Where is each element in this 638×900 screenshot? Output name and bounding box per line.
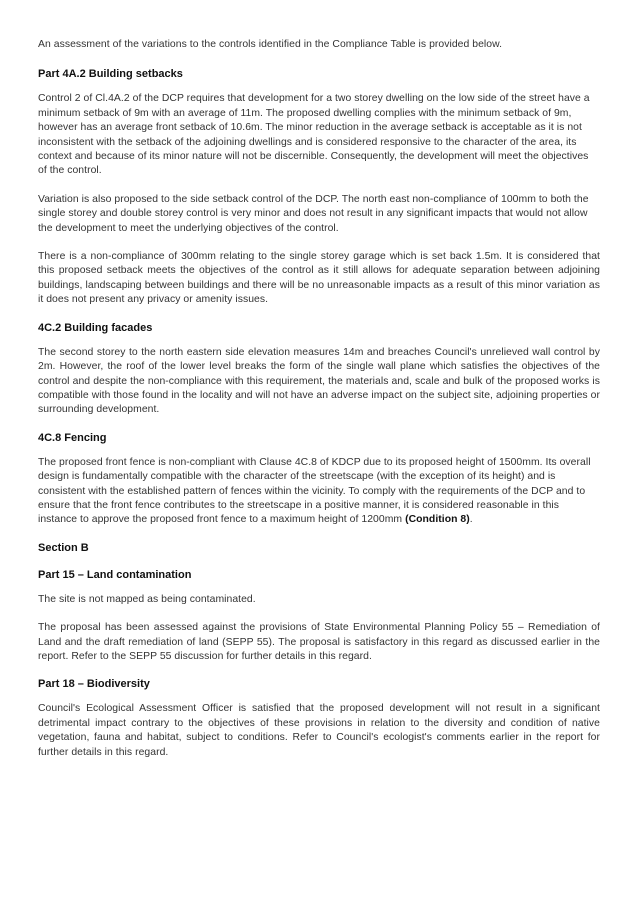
heading-land-contamination: Part 15 – Land contamination bbox=[38, 568, 192, 581]
biodiversity-paragraph-1: Council's Ecological Assessment Officer is satisfied that the proposed development will not result in a significant detrimental impact contrary to the objectives of these provisions in relation to the diversity and condition of native vegetation, fauna and habitat, subject to conditions. Refer to Council's ecologist's comments earlier in the report for further details in this regard. bbox=[38, 703, 600, 758]
fencing-text: The proposed front fence is non-compliant with Clause 4C.8 of KDCP due to its proposed height of 1500mm. Its overall design is fundamentally compatible with the character of the streetscape (with the exception of its height) and is consistent with the established pattern of fences within the vicinity. To comply with the requirements of the DCP and to ensure that the front fence contributes to the streetscape in a positive manner, it is considered reasonable in this instance to approve the proposed front fence to a maximum height of 1200mm bbox=[38, 456, 591, 526]
facades-paragraph-1: The second storey to the north eastern side elevation measures 14m and breaches Council's unrelieved wall control by 2m. However, the roof of the lower level breaks the form of the single wall plane which satisfies the objectives of the control and despite the non-compliance with this requirement, the materials and, scale and bulk of the proposed works is compatible with those found in the locality and will not have an adverse impact on the subject site, adjoining properties or surrounding development. bbox=[38, 346, 600, 416]
heading-biodiversity: Part 18 – Biodiversity bbox=[38, 678, 150, 691]
document-page bbox=[38, 38, 600, 760]
heading-fencing: 4C.8 Fencing bbox=[38, 431, 107, 444]
setbacks-paragraph-2: Variation is also proposed to the side setback control of the DCP. The north east non-compliance of 100mm to both the single storey and double storey control is very minor and does not result in any significant impacts that would not allow the development to meet the underlying objectives of the control. bbox=[38, 193, 589, 234]
contamination-paragraph-2: The proposal has been assessed against the provisions of State Environmental Planning Policy 55 – Remediation of Land and the draft remediation of land (SEPP 55). The proposal is satisfactory in this regard as discussed earlier in the report. Refer to the SEPP 55 discussion for further details in this regard. bbox=[38, 622, 600, 662]
intro-paragraph: An assessment of the variations to the controls identified in the Compliance Table is provided below. bbox=[38, 39, 503, 50]
heading-building-setbacks: Part 4A.2 Building setbacks bbox=[38, 68, 183, 81]
heading-section-b: Section B bbox=[38, 541, 89, 554]
contamination-paragraph-1: The site is not mapped as being contaminated. bbox=[38, 593, 256, 605]
setbacks-paragraph-1: Control 2 of Cl.4A.2 of the DCP requires that development for a two storey dwelling on the low side of the street have a minimum setback of 9m with an average of 11m. The proposed dwelling complies with the minimum setback of 9m, however has an average front setback of 10.6m. The minor reduction in the average setback is acceptable as it is not inconsistent with the setback of the adjoining dwellings and is considered responsive to the character of the area, its context and because of its minor nature will not be discernible. Consequently, the development will meet the objectives of the control. bbox=[38, 93, 590, 177]
setbacks-paragraph-3: There is a non-compliance of 300mm relating to the single storey garage which is set back 1.5m. It is considered that this proposed setback meets the objectives of the control as it still allows for adequate separation between adjoining buildings, landscaping between buildings and there will be no unreasonable impacts as a result of this minor variation as it does not present any privacy or amenity issues. bbox=[38, 251, 600, 306]
heading-building-facades: 4C.2 Building facades bbox=[38, 321, 153, 334]
fencing-end: . bbox=[469, 514, 473, 526]
fencing-paragraph-1 bbox=[38, 456, 600, 528]
fencing-condition-reference: (Condition 8) bbox=[405, 514, 470, 526]
